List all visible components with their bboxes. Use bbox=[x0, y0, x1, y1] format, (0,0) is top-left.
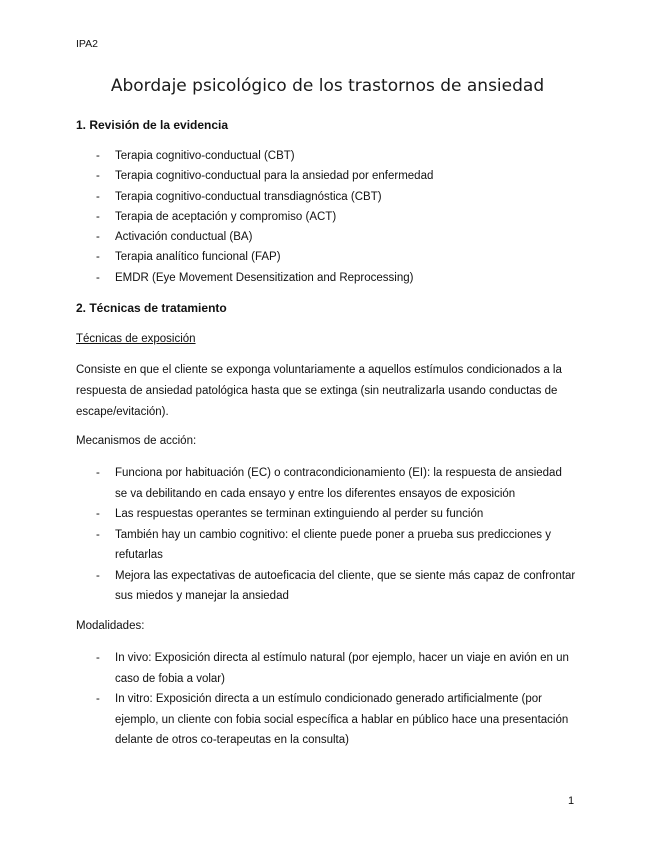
page-title: Abordaje psicológico de los trastornos de ansiedad bbox=[110, 76, 545, 96]
evidence-list bbox=[96, 148, 576, 290]
page-number: 1 bbox=[568, 795, 575, 807]
exposure-intro-paragraph: Consiste en que el cliente se exponga voluntariamente a aquellos estímulos condicionados a la respuesta de ansiedad patológica hasta que se extinga (sin neutralizarla usando conductas de escape/evitación). bbox=[76, 364, 562, 418]
document-header-code: IPA2 bbox=[76, 38, 98, 50]
list-item: - Las respuestas operantes se terminan extinguiendo al perder su función bbox=[96, 504, 576, 525]
list-item: - También hay un cambio cognitivo: el cliente puede poner a prueba sus predicciones y refutarlas bbox=[96, 525, 576, 566]
list-item: - Terapia analítico funcional (FAP) bbox=[96, 249, 576, 265]
mechanisms-label: Mecanismos de acción: bbox=[76, 435, 197, 447]
modalities-label: Modalidades: bbox=[76, 620, 145, 632]
list-item: - EMDR (Eye Movement Desensitization and Reprocessing) bbox=[96, 270, 576, 286]
list-item: - Terapia cognitivo-conductual para la ansiedad por enfermedad bbox=[96, 168, 576, 184]
list-item: - Terapia de aceptación y compromiso (ACT) bbox=[96, 209, 576, 225]
list-item: - Activación conductual (BA) bbox=[96, 229, 576, 245]
list-item: - In vivo: Exposición directa al estímulo natural (por ejemplo, hacer un viaje en avión en un caso de fobia a volar) bbox=[96, 648, 576, 689]
list-item: - Terapia cognitivo-conductual transdiagnóstica (CBT) bbox=[96, 189, 576, 205]
section-heading-evidence: 1. Revisión de la evidencia bbox=[76, 118, 229, 132]
list-item: - Terapia cognitivo-conductual (CBT) bbox=[96, 148, 576, 164]
list-item: - Funciona por habituación (EC) o contracondicionamiento (EI): la respuesta de ansiedad se va debilitando en cada ensayo y entre los diferentes ensayos de exposición bbox=[96, 463, 576, 504]
subheading-exposure-techniques: Técnicas de exposición bbox=[76, 333, 196, 345]
modalities-list bbox=[96, 648, 576, 751]
list-item: - In vitro: Exposición directa a un estímulo condicionado generado artificialmente (por ejemplo, un cliente con fobia social específica a hablar en público hace una presentación delante de otros co-terapeutas en la consulta) bbox=[96, 689, 576, 751]
section-heading-techniques: 2. Técnicas de tratamiento bbox=[76, 301, 227, 315]
mechanisms-list bbox=[96, 463, 576, 607]
list-item: - Mejora las expectativas de autoeficacia del cliente, que se siente más capaz de confrontar sus miedos y manejar la ansiedad bbox=[96, 566, 576, 607]
